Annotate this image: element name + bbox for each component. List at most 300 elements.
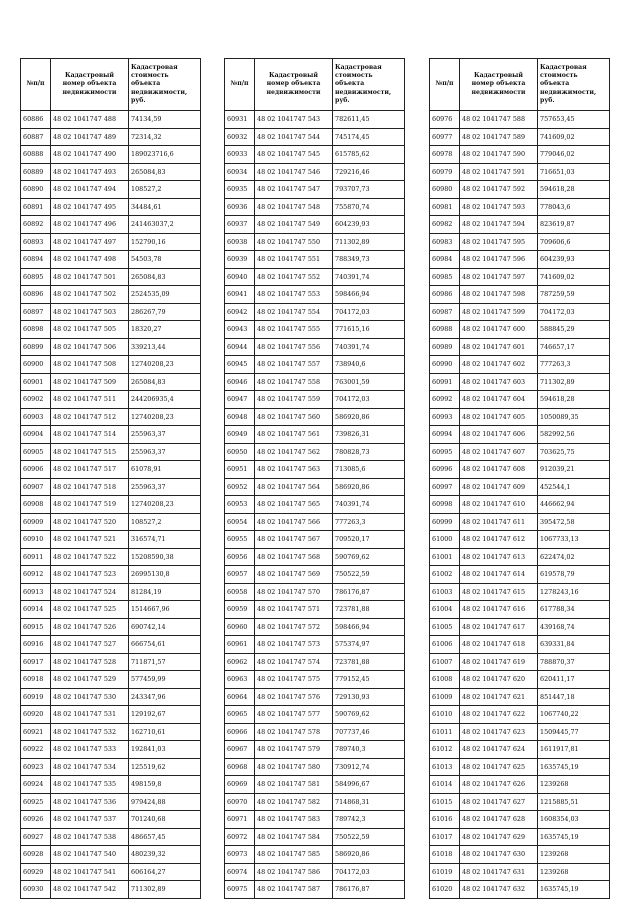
table-row xyxy=(21,531,201,549)
row-number: 60934 xyxy=(225,163,255,181)
table-row xyxy=(430,163,610,181)
cadastral-number: 48 02 1041747 494 xyxy=(51,181,129,199)
cadastral-value: 598466,94 xyxy=(333,286,405,304)
cadastral-value: 584996,67 xyxy=(333,776,405,794)
table-row xyxy=(21,163,201,181)
cadastral-value: 714868,31 xyxy=(333,793,405,811)
row-number: 60921 xyxy=(21,723,51,741)
row-number: 60990 xyxy=(430,356,460,374)
cadastral-value: 590769,62 xyxy=(333,706,405,724)
cadastral-number: 48 02 1041747 526 xyxy=(51,618,129,636)
row-number: 60955 xyxy=(225,531,255,549)
row-number: 60916 xyxy=(21,636,51,654)
cadastral-number: 48 02 1041747 512 xyxy=(51,408,129,426)
table-row xyxy=(225,303,405,321)
cadastral-number: 48 02 1041747 553 xyxy=(255,286,333,304)
cadastral-number: 48 02 1041747 593 xyxy=(460,198,538,216)
cadastral-number: 48 02 1041747 490 xyxy=(51,146,129,164)
table-row xyxy=(225,443,405,461)
cadastral-number: 48 02 1041747 551 xyxy=(255,251,333,269)
cadastral-value: 786176,87 xyxy=(333,583,405,601)
header-cadastral-value: Кадастровая стоимость объекта недвижимости, руб. xyxy=(538,59,610,111)
cadastral-number: 48 02 1041747 572 xyxy=(255,618,333,636)
cadastral-value: 439168,74 xyxy=(538,618,610,636)
cadastral-number: 48 02 1041747 529 xyxy=(51,671,129,689)
table-row xyxy=(430,548,610,566)
cadastral-value: 12740208,23 xyxy=(129,408,201,426)
table-row xyxy=(225,233,405,251)
table-row xyxy=(430,636,610,654)
row-number: 60961 xyxy=(225,636,255,654)
cadastral-value: 192841,03 xyxy=(129,741,201,759)
row-number: 60973 xyxy=(225,846,255,864)
row-number: 60891 xyxy=(21,198,51,216)
cadastral-number: 48 02 1041747 523 xyxy=(51,566,129,584)
table-row xyxy=(225,286,405,304)
cadastral-number: 48 02 1041747 626 xyxy=(460,776,538,794)
cadastral-number: 48 02 1041747 495 xyxy=(51,198,129,216)
cadastral-value: 1239268 xyxy=(538,776,610,794)
cadastral-value: 707737,46 xyxy=(333,723,405,741)
row-number: 60913 xyxy=(21,583,51,601)
cadastral-value: 125519,62 xyxy=(129,758,201,776)
table-row xyxy=(430,811,610,829)
cadastral-value: 704172,03 xyxy=(333,303,405,321)
cadastral-number: 48 02 1041747 630 xyxy=(460,846,538,864)
row-number: 60931 xyxy=(225,111,255,129)
header-cadastral-value: Кадастровая стоимость объекта недвижимости, руб. xyxy=(129,59,201,111)
cadastral-value: 738940,6 xyxy=(333,356,405,374)
cadastral-value: 1050089,35 xyxy=(538,408,610,426)
cadastral-number: 48 02 1041747 588 xyxy=(460,111,538,129)
cadastral-number: 48 02 1041747 564 xyxy=(255,478,333,496)
cadastral-table-2 xyxy=(224,58,405,899)
row-number: 60954 xyxy=(225,513,255,531)
cadastral-value: 18320,27 xyxy=(129,321,201,339)
cadastral-number: 48 02 1041747 488 xyxy=(51,111,129,129)
table-row xyxy=(225,618,405,636)
cadastral-value: 704172,03 xyxy=(333,391,405,409)
table-row xyxy=(430,478,610,496)
row-number: 60940 xyxy=(225,268,255,286)
cadastral-number: 48 02 1041747 597 xyxy=(460,268,538,286)
cadastral-number: 48 02 1041747 562 xyxy=(255,443,333,461)
cadastral-value: 788870,37 xyxy=(538,653,610,671)
row-number: 60962 xyxy=(225,653,255,671)
row-number: 60964 xyxy=(225,688,255,706)
cadastral-number: 48 02 1041747 571 xyxy=(255,601,333,619)
table-row xyxy=(21,776,201,794)
cadastral-number: 48 02 1041747 631 xyxy=(460,863,538,881)
cadastral-value: 1514667,96 xyxy=(129,601,201,619)
table-row xyxy=(21,286,201,304)
cadastral-value: 577459,99 xyxy=(129,671,201,689)
cadastral-number: 48 02 1041747 567 xyxy=(255,531,333,549)
table-row xyxy=(21,513,201,531)
cadastral-value: 189023716,6 xyxy=(129,146,201,164)
row-number: 61015 xyxy=(430,793,460,811)
table-row xyxy=(430,251,610,269)
cadastral-number: 48 02 1041747 627 xyxy=(460,793,538,811)
row-number: 60927 xyxy=(21,828,51,846)
cadastral-number: 48 02 1041747 600 xyxy=(460,321,538,339)
cadastral-number: 48 02 1041747 591 xyxy=(460,163,538,181)
row-number: 60976 xyxy=(430,111,460,129)
cadastral-number: 48 02 1041747 554 xyxy=(255,303,333,321)
cadastral-value: 604239,93 xyxy=(538,251,610,269)
table-row xyxy=(21,321,201,339)
table-row xyxy=(430,461,610,479)
table-row xyxy=(21,758,201,776)
cadastral-value: 745174,45 xyxy=(333,128,405,146)
cadastral-value: 606164,27 xyxy=(129,863,201,881)
cadastral-value: 711871,57 xyxy=(129,653,201,671)
table-row xyxy=(21,881,201,899)
row-number: 60933 xyxy=(225,146,255,164)
cadastral-number: 48 02 1041747 617 xyxy=(460,618,538,636)
cadastral-value: 243347,96 xyxy=(129,688,201,706)
table-row xyxy=(21,356,201,374)
cadastral-value: 757653,45 xyxy=(538,111,610,129)
table-row xyxy=(21,233,201,251)
cadastral-number: 48 02 1041747 534 xyxy=(51,758,129,776)
cadastral-number: 48 02 1041747 599 xyxy=(460,303,538,321)
cadastral-value: 265084,83 xyxy=(129,373,201,391)
cadastral-number: 48 02 1041747 598 xyxy=(460,286,538,304)
cadastral-value: 1608354,03 xyxy=(538,811,610,829)
table-row xyxy=(225,566,405,584)
cadastral-number: 48 02 1041747 559 xyxy=(255,391,333,409)
row-number: 60899 xyxy=(21,338,51,356)
cadastral-number: 48 02 1041747 537 xyxy=(51,811,129,829)
row-number: 60906 xyxy=(21,461,51,479)
cadastral-number: 48 02 1041747 538 xyxy=(51,828,129,846)
cadastral-value: 598466,94 xyxy=(333,618,405,636)
cadastral-value: 594618,28 xyxy=(538,181,610,199)
table-row xyxy=(430,863,610,881)
row-number: 60920 xyxy=(21,706,51,724)
row-number: 60979 xyxy=(430,163,460,181)
table-row xyxy=(21,478,201,496)
row-number: 60905 xyxy=(21,443,51,461)
cadastral-number: 48 02 1041747 624 xyxy=(460,741,538,759)
cadastral-value: 912039,21 xyxy=(538,461,610,479)
cadastral-value: 1635745,19 xyxy=(538,881,610,899)
cadastral-number: 48 02 1041747 607 xyxy=(460,443,538,461)
table-row xyxy=(430,408,610,426)
table-row xyxy=(225,513,405,531)
cadastral-number: 48 02 1041747 573 xyxy=(255,636,333,654)
cadastral-value: 793707,73 xyxy=(333,181,405,199)
row-number: 61004 xyxy=(430,601,460,619)
cadastral-value: 54503,78 xyxy=(129,251,201,269)
cadastral-value: 286267,79 xyxy=(129,303,201,321)
cadastral-number: 48 02 1041747 602 xyxy=(460,356,538,374)
row-number: 60909 xyxy=(21,513,51,531)
cadastral-number: 48 02 1041747 550 xyxy=(255,233,333,251)
table-row xyxy=(430,688,610,706)
cadastral-number: 48 02 1041747 543 xyxy=(255,111,333,129)
cadastral-value: 779152,45 xyxy=(333,671,405,689)
cadastral-value: 786176,87 xyxy=(333,881,405,899)
row-number: 60985 xyxy=(430,268,460,286)
table-row xyxy=(225,251,405,269)
table-row xyxy=(225,216,405,234)
cadastral-value: 711302,89 xyxy=(538,373,610,391)
row-number: 60967 xyxy=(225,741,255,759)
row-number: 60975 xyxy=(225,881,255,899)
table-row xyxy=(21,706,201,724)
row-number: 61001 xyxy=(430,548,460,566)
table-row xyxy=(430,233,610,251)
cadastral-value: 486657,45 xyxy=(129,828,201,846)
cadastral-number: 48 02 1041747 611 xyxy=(460,513,538,531)
cadastral-number: 48 02 1041747 521 xyxy=(51,531,129,549)
cadastral-number: 48 02 1041747 506 xyxy=(51,338,129,356)
row-number: 60896 xyxy=(21,286,51,304)
cadastral-value: 788349,73 xyxy=(333,251,405,269)
table-row xyxy=(430,321,610,339)
row-number: 60887 xyxy=(21,128,51,146)
cadastral-value: 740391,74 xyxy=(333,496,405,514)
row-number: 60966 xyxy=(225,723,255,741)
table-row xyxy=(21,426,201,444)
cadastral-value: 704172,03 xyxy=(333,863,405,881)
cadastral-number: 48 02 1041747 561 xyxy=(255,426,333,444)
cadastral-value: 713085,6 xyxy=(333,461,405,479)
row-number: 60986 xyxy=(430,286,460,304)
cadastral-number: 48 02 1041747 578 xyxy=(255,723,333,741)
cadastral-number: 48 02 1041747 622 xyxy=(460,706,538,724)
cadastral-value: 763001,59 xyxy=(333,373,405,391)
cadastral-value: 1067733,13 xyxy=(538,531,610,549)
row-number: 60994 xyxy=(430,426,460,444)
cadastral-number: 48 02 1041747 566 xyxy=(255,513,333,531)
cadastral-number: 48 02 1041747 505 xyxy=(51,321,129,339)
row-number: 60974 xyxy=(225,863,255,881)
cadastral-number: 48 02 1041747 560 xyxy=(255,408,333,426)
table-row xyxy=(430,216,610,234)
table-row xyxy=(21,548,201,566)
cadastral-number: 48 02 1041747 517 xyxy=(51,461,129,479)
row-number: 60918 xyxy=(21,671,51,689)
row-number: 60951 xyxy=(225,461,255,479)
table-row xyxy=(21,741,201,759)
cadastral-value: 716651,03 xyxy=(538,163,610,181)
table-row xyxy=(430,881,610,899)
table-row xyxy=(225,601,405,619)
cadastral-value: 586920,86 xyxy=(333,408,405,426)
row-number: 60922 xyxy=(21,741,51,759)
row-number: 60888 xyxy=(21,146,51,164)
row-number: 60982 xyxy=(430,216,460,234)
cadastral-value: 851447,18 xyxy=(538,688,610,706)
row-number: 60893 xyxy=(21,233,51,251)
cadastral-value: 1278243,16 xyxy=(538,583,610,601)
cadastral-number: 48 02 1041747 525 xyxy=(51,601,129,619)
cadastral-value: 265084,83 xyxy=(129,163,201,181)
table-row xyxy=(430,496,610,514)
cadastral-number: 48 02 1041747 503 xyxy=(51,303,129,321)
row-number: 61005 xyxy=(430,618,460,636)
cadastral-value: 452544,1 xyxy=(538,478,610,496)
cadastral-number: 48 02 1041747 585 xyxy=(255,846,333,864)
table-row xyxy=(21,653,201,671)
row-number: 60939 xyxy=(225,251,255,269)
cadastral-value: 582992,56 xyxy=(538,426,610,444)
cadastral-number: 48 02 1041747 620 xyxy=(460,671,538,689)
cadastral-number: 48 02 1041747 541 xyxy=(51,863,129,881)
cadastral-number: 48 02 1041747 592 xyxy=(460,181,538,199)
table-row xyxy=(21,373,201,391)
cadastral-value: 771615,16 xyxy=(333,321,405,339)
table-row xyxy=(225,111,405,129)
table-row xyxy=(430,723,610,741)
table-row xyxy=(430,758,610,776)
row-number: 60903 xyxy=(21,408,51,426)
cadastral-number: 48 02 1041747 596 xyxy=(460,251,538,269)
cadastral-value: 777263,3 xyxy=(538,356,610,374)
cadastral-number: 48 02 1041747 518 xyxy=(51,478,129,496)
table-row xyxy=(225,671,405,689)
table-row xyxy=(21,303,201,321)
table-row xyxy=(430,531,610,549)
cadastral-number: 48 02 1041747 610 xyxy=(460,496,538,514)
table-row xyxy=(225,881,405,899)
row-number: 60924 xyxy=(21,776,51,794)
cadastral-value: 108527,2 xyxy=(129,181,201,199)
cadastral-value: 594618,28 xyxy=(538,391,610,409)
cadastral-number: 48 02 1041747 594 xyxy=(460,216,538,234)
cadastral-number: 48 02 1041747 605 xyxy=(460,408,538,426)
table-row xyxy=(430,111,610,129)
row-number: 60977 xyxy=(430,128,460,146)
table-row xyxy=(225,688,405,706)
cadastral-value: 789742,3 xyxy=(333,811,405,829)
row-number: 60907 xyxy=(21,478,51,496)
cadastral-value: 741609,02 xyxy=(538,128,610,146)
row-number: 60984 xyxy=(430,251,460,269)
cadastral-value: 81284,19 xyxy=(129,583,201,601)
table-row xyxy=(225,391,405,409)
cadastral-number: 48 02 1041747 629 xyxy=(460,828,538,846)
table-row xyxy=(430,671,610,689)
row-number: 60980 xyxy=(430,181,460,199)
cadastral-value: 750522,59 xyxy=(333,566,405,584)
table-row xyxy=(430,198,610,216)
table-row xyxy=(225,163,405,181)
cadastral-number: 48 02 1041747 536 xyxy=(51,793,129,811)
row-number: 61010 xyxy=(430,706,460,724)
cadastral-value: 12740208,23 xyxy=(129,496,201,514)
row-number: 60998 xyxy=(430,496,460,514)
cadastral-value: 152790,16 xyxy=(129,233,201,251)
cadastral-value: 755870,74 xyxy=(333,198,405,216)
cadastral-value: 586920,86 xyxy=(333,846,405,864)
table-row xyxy=(430,286,610,304)
cadastral-value: 701240,68 xyxy=(129,811,201,829)
cadastral-number: 48 02 1041747 614 xyxy=(460,566,538,584)
cadastral-value: 1635745,19 xyxy=(538,758,610,776)
cadastral-number: 48 02 1041747 568 xyxy=(255,548,333,566)
cadastral-number: 48 02 1041747 493 xyxy=(51,163,129,181)
cadastral-value: 1239268 xyxy=(538,863,610,881)
row-number: 60897 xyxy=(21,303,51,321)
cadastral-value: 746657,17 xyxy=(538,338,610,356)
row-number: 60968 xyxy=(225,758,255,776)
row-number: 60949 xyxy=(225,426,255,444)
row-number: 60910 xyxy=(21,531,51,549)
row-number: 60996 xyxy=(430,461,460,479)
table-row xyxy=(225,321,405,339)
cadastral-number: 48 02 1041747 533 xyxy=(51,741,129,759)
cadastral-number: 48 02 1041747 575 xyxy=(255,671,333,689)
cadastral-value: 741609,02 xyxy=(538,268,610,286)
cadastral-number: 48 02 1041747 542 xyxy=(51,881,129,899)
table-row xyxy=(21,111,201,129)
cadastral-value: 729130,93 xyxy=(333,688,405,706)
header-cadastral-value: Кадастровая стоимость объекта недвижимости, руб. xyxy=(333,59,405,111)
table-row xyxy=(430,653,610,671)
table-row xyxy=(21,671,201,689)
table-row xyxy=(430,566,610,584)
table-row xyxy=(21,688,201,706)
cadastral-value: 446662,94 xyxy=(538,496,610,514)
cadastral-value: 241463037,2 xyxy=(129,216,201,234)
row-number: 60953 xyxy=(225,496,255,514)
cadastral-value: 2524535,09 xyxy=(129,286,201,304)
cadastral-number: 48 02 1041747 632 xyxy=(460,881,538,899)
table-row xyxy=(225,846,405,864)
header-cadastral-number: Кадастровый номер объекта недвижимости xyxy=(51,59,129,111)
cadastral-number: 48 02 1041747 608 xyxy=(460,461,538,479)
table-row xyxy=(225,793,405,811)
row-number: 60886 xyxy=(21,111,51,129)
cadastral-number: 48 02 1041747 530 xyxy=(51,688,129,706)
cadastral-value: 244206935,4 xyxy=(129,391,201,409)
table-row xyxy=(225,268,405,286)
row-number: 60932 xyxy=(225,128,255,146)
table-row xyxy=(430,828,610,846)
table-row xyxy=(21,828,201,846)
table-row xyxy=(225,531,405,549)
cadastral-number: 48 02 1041747 584 xyxy=(255,828,333,846)
table-row xyxy=(21,408,201,426)
table-row xyxy=(430,583,610,601)
cadastral-value: 255963,37 xyxy=(129,478,201,496)
cadastral-number: 48 02 1041747 601 xyxy=(460,338,538,356)
table-row xyxy=(225,426,405,444)
cadastral-value: 711302,89 xyxy=(333,233,405,251)
cadastral-value: 1067740,22 xyxy=(538,706,610,724)
row-number: 61016 xyxy=(430,811,460,829)
cadastral-value: 730912,74 xyxy=(333,758,405,776)
cadastral-number: 48 02 1041747 563 xyxy=(255,461,333,479)
row-number: 60999 xyxy=(430,513,460,531)
table-row xyxy=(21,566,201,584)
table-row xyxy=(225,198,405,216)
table-row xyxy=(21,793,201,811)
row-number: 60963 xyxy=(225,671,255,689)
cadastral-value: 395472,58 xyxy=(538,513,610,531)
cadastral-value: 739826,31 xyxy=(333,426,405,444)
cadastral-number: 48 02 1041747 527 xyxy=(51,636,129,654)
cadastral-value: 255963,37 xyxy=(129,426,201,444)
table-row xyxy=(225,758,405,776)
cadastral-number: 48 02 1041747 535 xyxy=(51,776,129,794)
cadastral-value: 26995130,8 xyxy=(129,566,201,584)
table-row xyxy=(225,128,405,146)
